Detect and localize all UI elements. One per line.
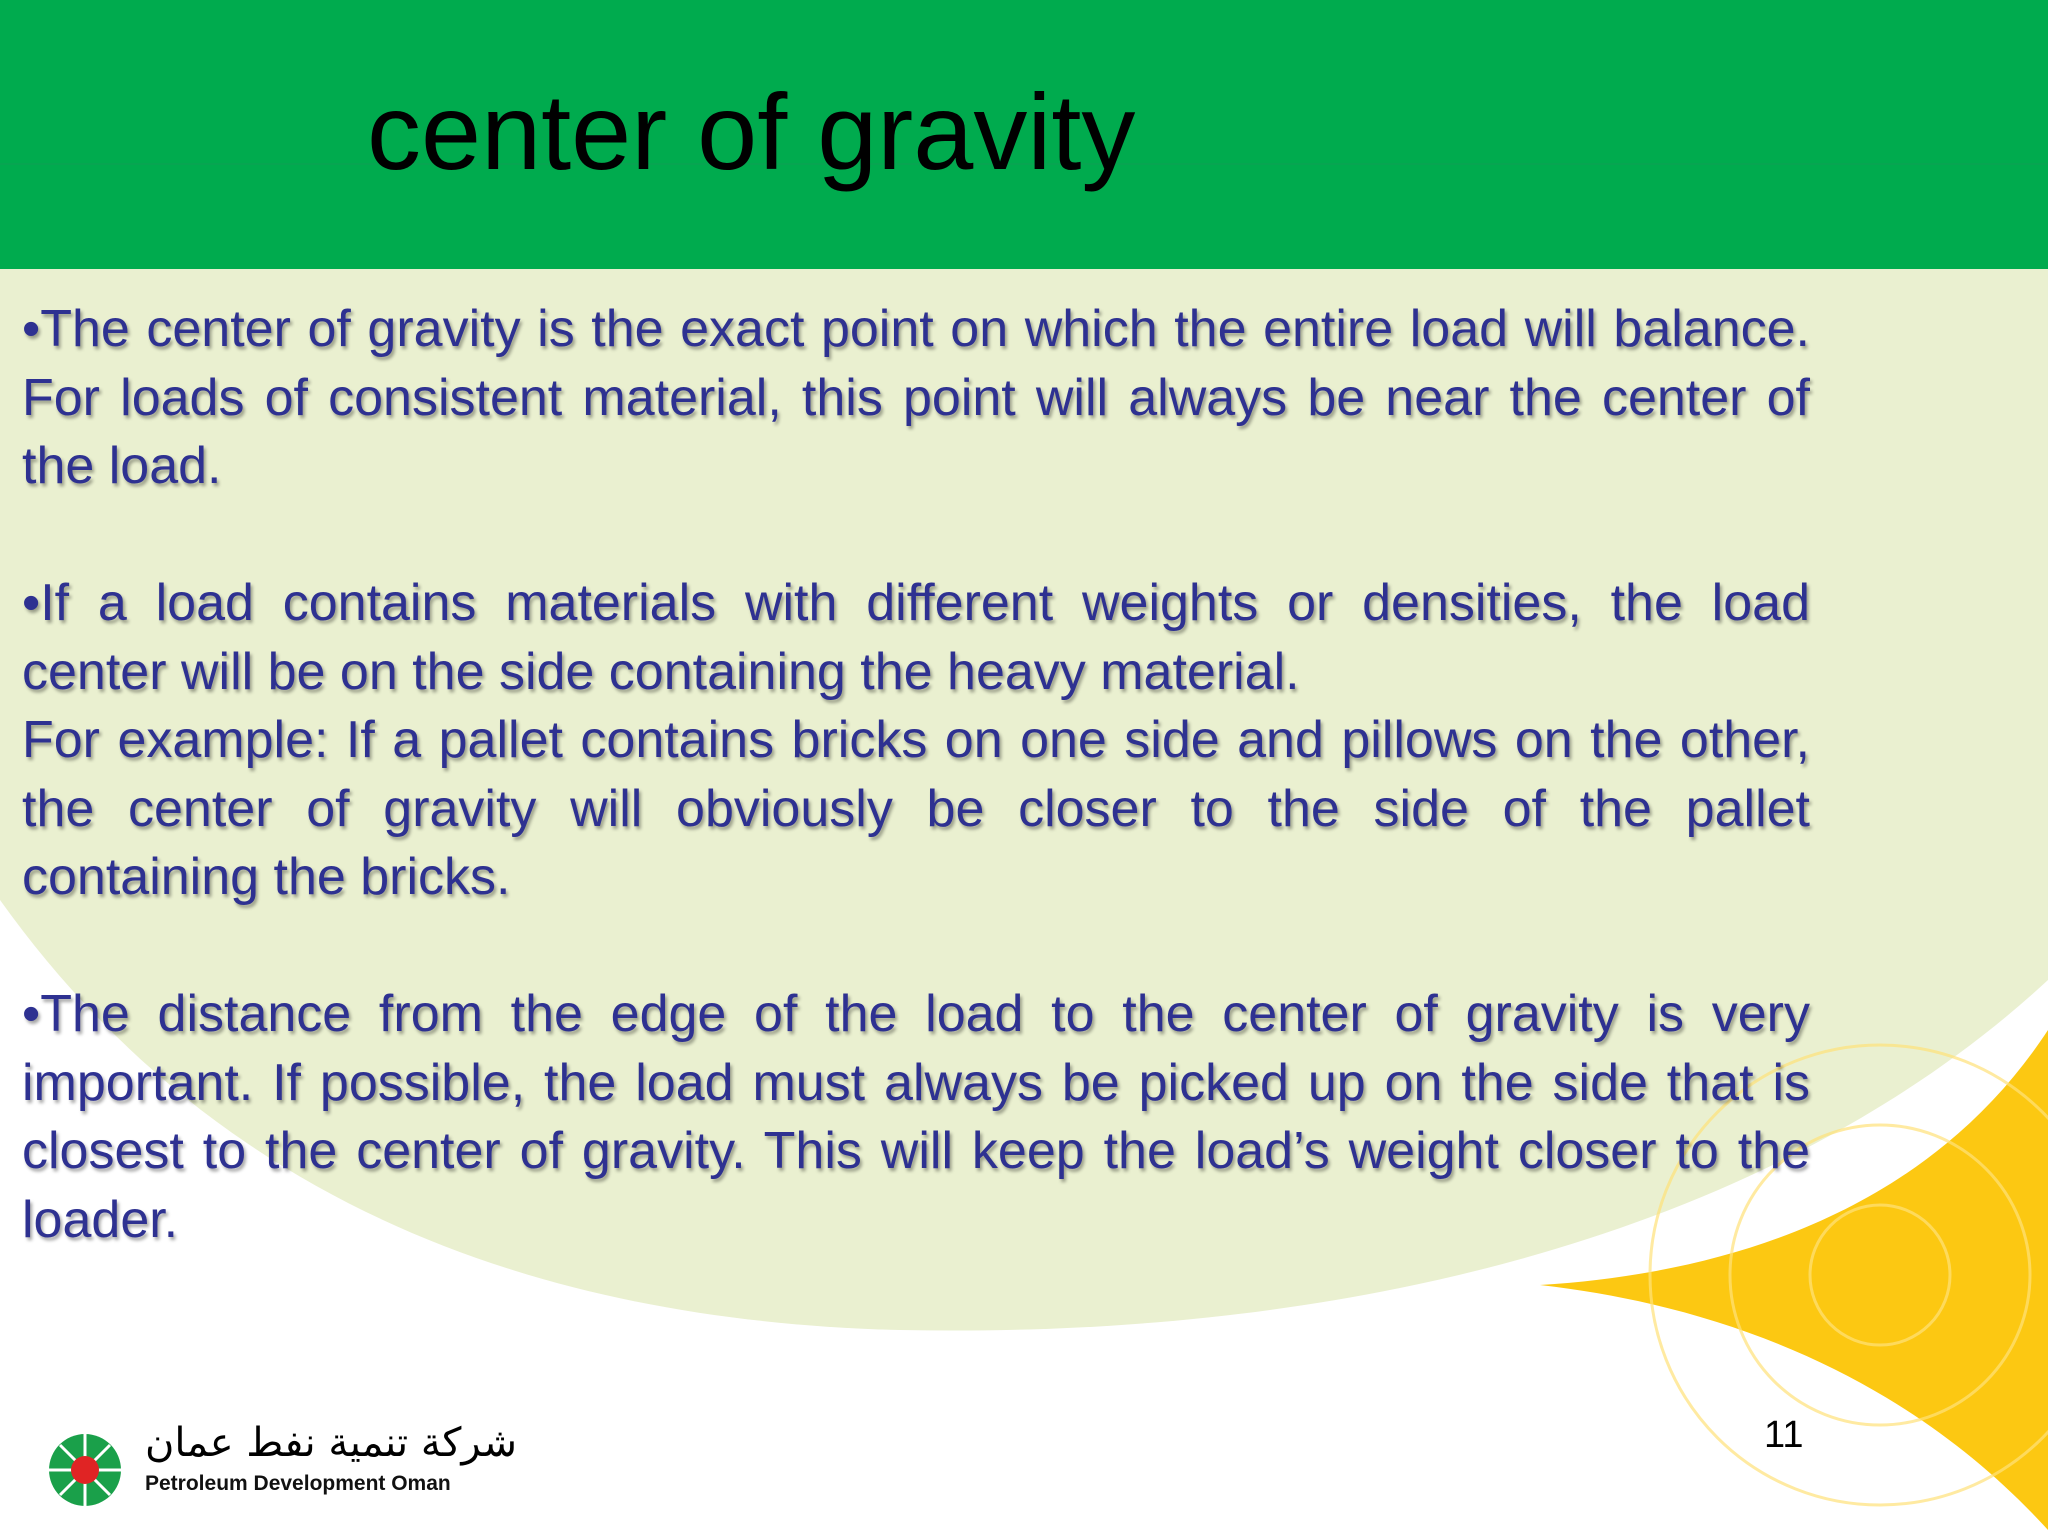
company-name: Petroleum Development Oman [145,1472,451,1495]
slide-body [22,295,1810,1254]
pdo-logo-icon [40,1425,130,1515]
paragraph-different-densities: •If a load contains materials with different weights or densities, the load center will be on the side containing the heavy material. [22,574,1810,701]
slide-title: center of gravity [367,71,1136,192]
page-number: 11 [1764,1414,1804,1456]
paragraph-example: For example: If a pallet contains bricks on one side and pillows on the other, the center of gravity will obviously be closer to the side of the pallet containing the bricks. [22,711,1810,906]
paragraph-definition: •The center of gravity is the exact point on which the entire load will balance. For loads of consistent material, this point will always be near the center of the load. [22,300,1810,495]
paragraph-distance: •The distance from the edge of the load to the center of gravity is very important. If possible, the load must always be picked up on the side that is closest to the center of gravity. This will keep the load’s weight closer to the loader. [22,985,1810,1249]
company-name-arabic: شركة تنمية نفط عمان [145,1420,517,1466]
